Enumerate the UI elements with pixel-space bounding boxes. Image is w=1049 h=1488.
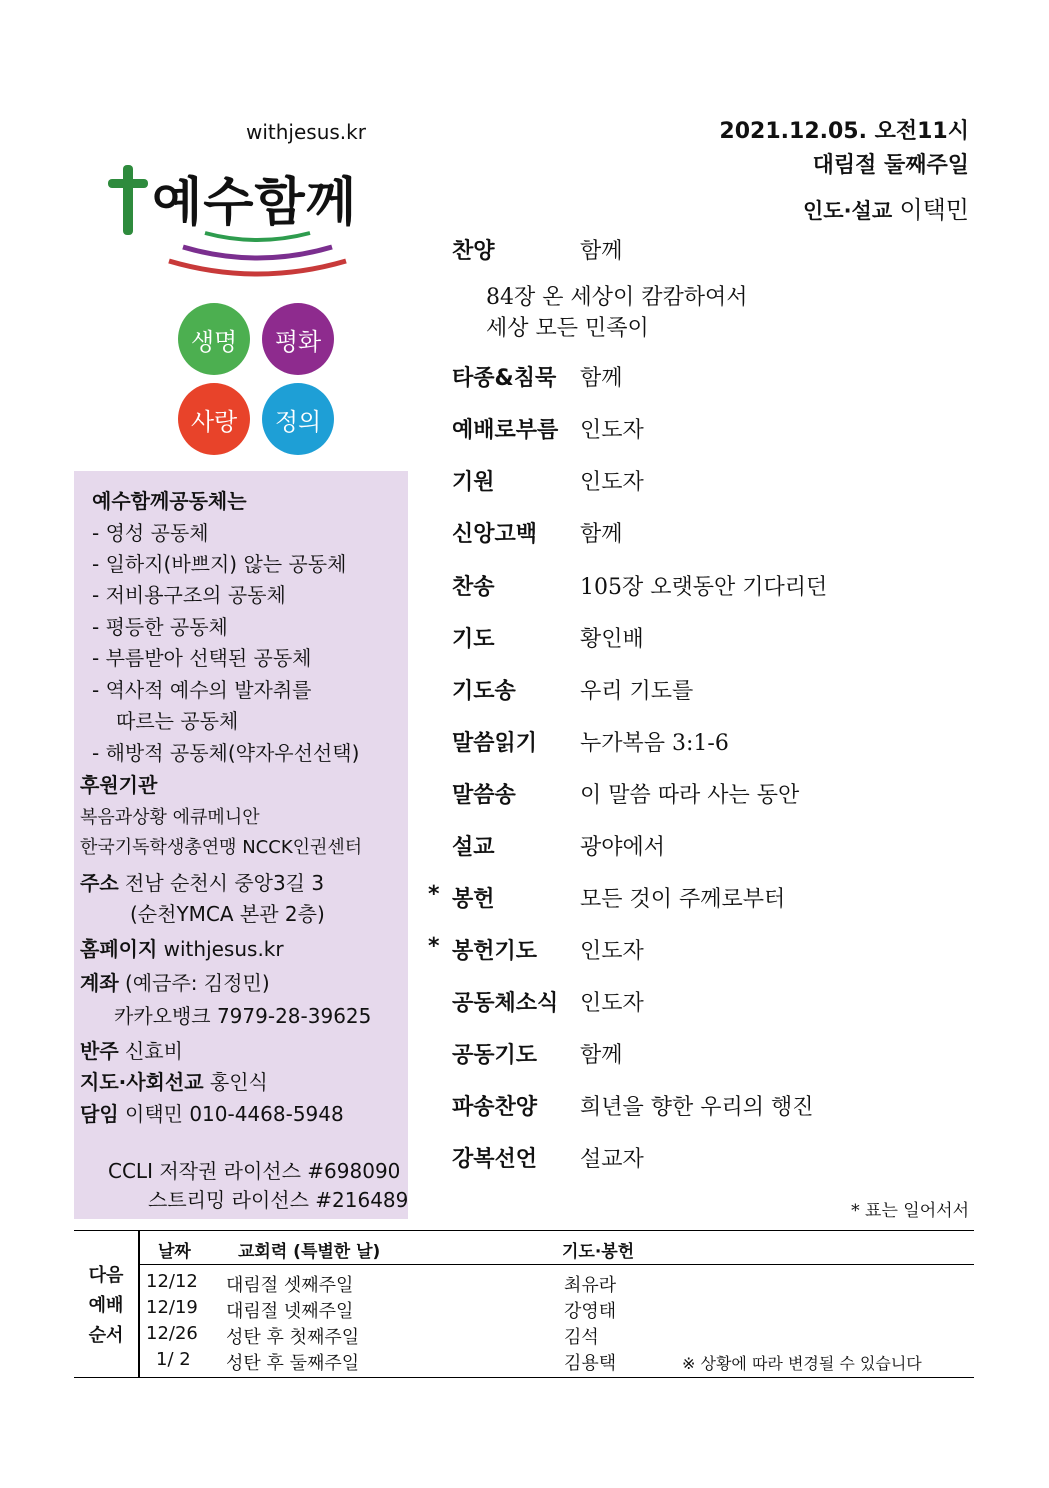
row-prayer: 김석 — [564, 1327, 599, 1348]
homepage-link[interactable]: withjesus.kr — [163, 937, 284, 961]
order-label: 예배로부름 — [452, 418, 559, 443]
side-label-line: 다음 — [88, 1265, 124, 1286]
community-title: 예수함께공동체는 — [92, 489, 247, 513]
schedule-notice: ※ 상황에 따라 변경될 수 있습니다 — [682, 1354, 922, 1373]
service-date: 2021.12.05. 오전11시 — [719, 119, 969, 144]
community-item: - 저비용구조의 공동체 — [92, 583, 286, 607]
order-label: 타종&침묵 — [452, 366, 557, 391]
order-label: 기원 — [452, 470, 495, 495]
order-value: 함께 — [580, 366, 623, 391]
account-holder: (예금주: 김정민) — [125, 971, 270, 995]
schedule-side-label — [74, 1261, 138, 1351]
logo-arcs — [165, 225, 350, 280]
community-info-box — [74, 471, 408, 1219]
pastor-contact: 이택민 010-4468-5948 — [125, 1102, 344, 1126]
preacher-label: 인도·설교 — [803, 199, 893, 223]
value-life: 생명 — [178, 303, 250, 375]
address-line: (순천YMCA 본관 2층) — [130, 902, 325, 926]
order-value: 인도자 — [580, 470, 644, 495]
order-row — [452, 570, 972, 610]
order-value: 인도자 — [580, 939, 644, 964]
order-label: 파송찬양 — [452, 1095, 538, 1120]
account-number: 카카오뱅크 7979-28-39625 — [114, 1004, 372, 1028]
order-row — [452, 465, 972, 505]
order-row — [428, 882, 972, 922]
order-row — [452, 674, 972, 714]
value-peace: 평화 — [262, 303, 334, 375]
praise-song: 84장 온 세상이 캄캄하여서 — [486, 285, 748, 310]
row-calendar: 성탄 후 첫째주일 — [226, 1327, 360, 1348]
order-label: 찬송 — [452, 575, 495, 600]
order-value: 함께 — [580, 522, 623, 547]
value-justice: 정의 — [262, 383, 334, 455]
community-item: - 일하지(바쁘지) 않는 공동체 — [92, 552, 347, 576]
address-line: 전남 순천시 중앙3길 3 — [125, 871, 325, 895]
order-row — [452, 1038, 972, 1078]
next-service-schedule — [74, 1230, 974, 1378]
order-value: 105장 오랫동안 기다리던 — [580, 575, 828, 600]
liturgical-season: 대림절 둘째주일 — [812, 153, 969, 178]
order-value: 우리 기도를 — [580, 679, 694, 704]
homepage — [80, 933, 284, 962]
order-value: 누가복음 3:1-6 — [580, 731, 729, 756]
value-love: 사랑 — [178, 383, 250, 455]
address — [80, 867, 324, 896]
order-value: 함께 — [580, 239, 623, 264]
header-date: 날짜 — [158, 1242, 191, 1262]
community-item: - 평등한 공동체 — [92, 615, 228, 639]
order-value: 설교자 — [580, 1147, 644, 1172]
row-calendar: 대림절 셋째주일 — [226, 1275, 354, 1296]
row-calendar: 성탄 후 둘째주일 — [226, 1353, 360, 1374]
order-label: 공동기도 — [452, 1043, 538, 1068]
order-label: 설교 — [452, 835, 495, 860]
stand-footnote: * 표는 일어서서 — [851, 1201, 969, 1221]
order-value: 인도자 — [580, 991, 644, 1016]
preacher-name: 이택민 — [899, 196, 969, 224]
order-value: 희년을 향한 우리의 행진 — [580, 1095, 814, 1120]
order-row — [452, 986, 972, 1026]
guide — [80, 1066, 268, 1095]
order-row — [452, 517, 972, 557]
row-date: 12/12 — [146, 1271, 198, 1292]
pastor — [80, 1098, 344, 1127]
row-prayer: 최유라 — [564, 1275, 617, 1296]
order-row — [452, 778, 972, 818]
praise-songs — [486, 282, 748, 344]
sponsor-line: 한국기독학생총연맹 NCCK인권센터 — [80, 837, 363, 858]
order-row — [452, 361, 972, 401]
order-label: 기도 — [452, 627, 495, 652]
account-label: 계좌 — [80, 971, 119, 995]
order-label: 신앙고백 — [452, 522, 538, 547]
pastor-label: 담임 — [80, 1102, 119, 1126]
order-value: 모든 것이 주께로부터 — [580, 887, 786, 912]
header-calendar: 교회력 (특별한 날) — [238, 1242, 381, 1262]
order-value: 이 말씀 따라 사는 동안 — [580, 783, 800, 808]
homepage-label: 홈페이지 — [80, 937, 158, 961]
order-row — [452, 1090, 972, 1130]
site-url: withjesus.kr — [246, 120, 366, 144]
row-date: 12/19 — [146, 1297, 198, 1318]
community-item: - 부름받아 선택된 공동체 — [92, 646, 312, 670]
community-item: - 해방적 공동체(약자우선선택) — [92, 741, 360, 765]
preacher — [803, 190, 969, 225]
header-prayer: 기도·봉헌 — [562, 1242, 635, 1262]
stand-marker: * — [428, 882, 440, 907]
order-value: 광야에서 — [580, 835, 666, 860]
accompanist-label: 반주 — [80, 1039, 119, 1063]
guide-name: 홍인식 — [209, 1070, 268, 1094]
sponsor-line: 복음과상황 에큐메니안 — [80, 807, 260, 828]
divider — [138, 1264, 974, 1265]
order-label: 공동체소식 — [452, 991, 559, 1016]
praise-song: 세상 모든 민족이 — [486, 316, 649, 341]
order-row — [452, 234, 972, 274]
order-label: 봉헌기도 — [452, 939, 538, 964]
order-row — [452, 622, 972, 662]
order-row — [452, 413, 972, 453]
guide-label: 지도·사회선교 — [80, 1070, 204, 1094]
order-label: 강복선언 — [452, 1147, 538, 1172]
row-date: 1/ 2 — [156, 1349, 191, 1370]
streaming-license: 스트리밍 라이선스 #216489 — [148, 1188, 409, 1212]
order-row — [452, 1142, 972, 1182]
order-row — [452, 726, 972, 766]
order-label: 봉헌 — [452, 887, 495, 912]
row-calendar: 대림절 넷째주일 — [226, 1301, 354, 1322]
community-item: - 영성 공동체 — [92, 521, 209, 545]
cross-icon — [108, 165, 148, 235]
order-label: 기도송 — [452, 679, 516, 704]
community-item: 따르는 공동체 — [116, 709, 239, 733]
order-value: 함께 — [580, 1043, 623, 1068]
row-date: 12/26 — [146, 1323, 198, 1344]
order-label: 말씀읽기 — [452, 731, 538, 756]
order-value: 인도자 — [580, 418, 644, 443]
divider — [138, 1231, 140, 1377]
ccli-license: CCLI 저작권 라이선스 #698090 — [108, 1159, 401, 1183]
logo-title: 예수함께 — [152, 173, 357, 233]
sponsor-title: 후원기관 — [80, 773, 158, 797]
order-label: 찬양 — [452, 239, 495, 264]
row-prayer: 강영태 — [564, 1301, 617, 1322]
side-label-line: 순서 — [88, 1325, 124, 1346]
community-item: - 역사적 예수의 발자취를 — [92, 678, 312, 702]
side-label-line: 예배 — [88, 1295, 124, 1316]
order-row — [452, 830, 972, 870]
address-label: 주소 — [80, 871, 119, 895]
accompanist — [80, 1035, 183, 1064]
stand-marker: * — [428, 934, 440, 959]
order-row — [428, 934, 972, 974]
accompanist-name: 신효비 — [125, 1039, 183, 1063]
order-value: 황인배 — [580, 627, 644, 652]
row-prayer: 김용택 — [564, 1353, 617, 1374]
account — [80, 967, 270, 996]
order-label: 말씀송 — [452, 783, 516, 808]
